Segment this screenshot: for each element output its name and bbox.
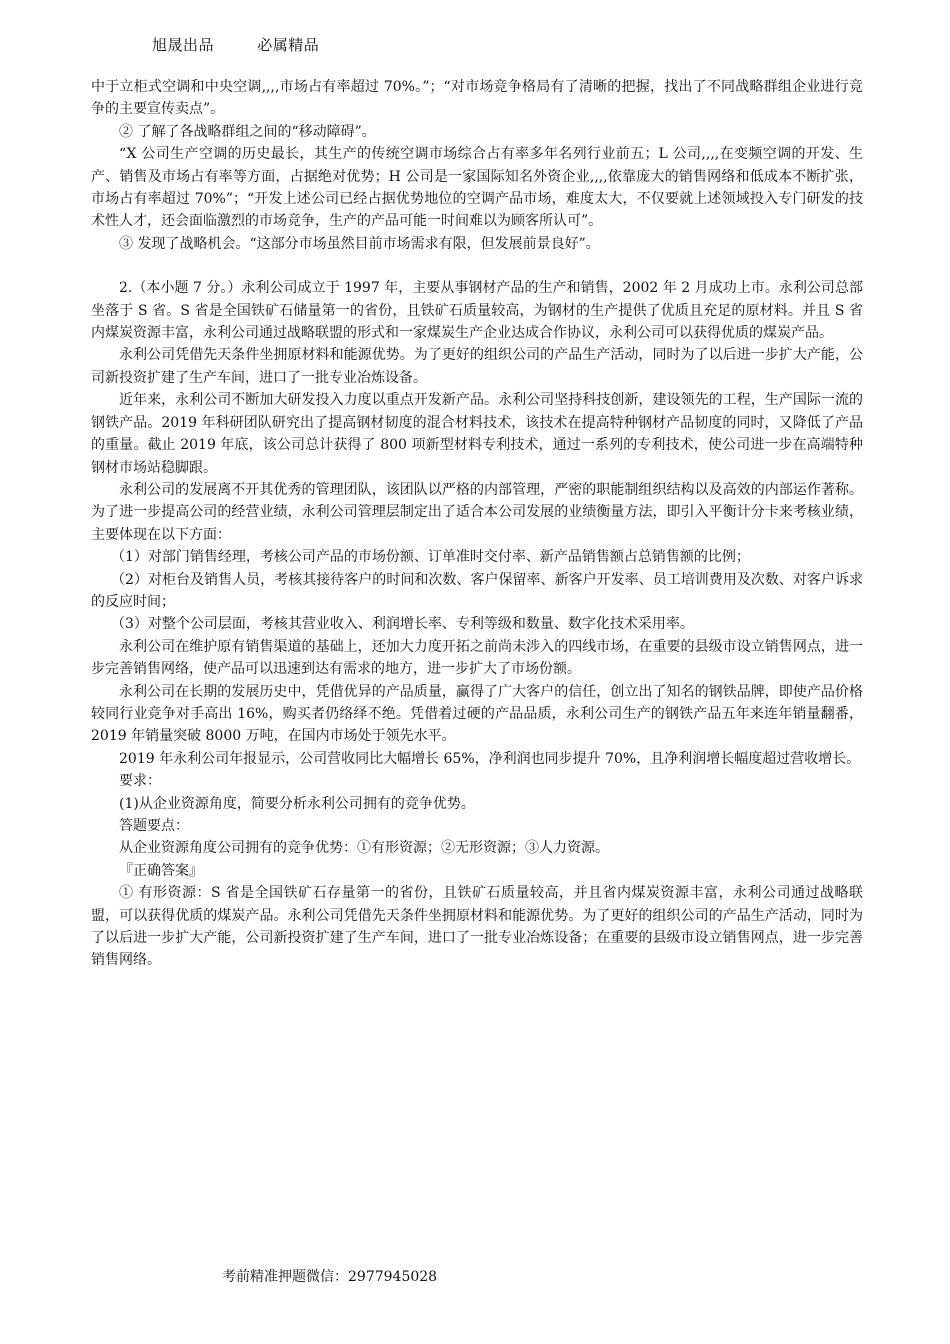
header-left-text: 旭晟出品 <box>152 36 215 54</box>
paragraph-point-3: ③ 发现了战略机会。“这部分市场虽然目前市场需求有限，但发展前景良好”。 <box>119 235 600 252</box>
list-item-3: （3）对整个公司层面，考核其营业收入、利润增长率、专利等级和数量、数字化技术采用率。 <box>111 616 694 633</box>
answer-points-heading: 答题要点： <box>119 818 189 834</box>
header-right-text: 必属精品 <box>257 36 320 54</box>
spacer <box>91 255 863 277</box>
list-item-2: （2）对柜台及销售人员，考核其接待客户的时间和次数、客户保留率、新客户开发率、员工培训费用及次数、对客户诉求的反应时间； <box>91 571 863 610</box>
requirement-heading: 要求： <box>119 773 161 790</box>
requirement-1: (1)从企业资源角度，简要分析永利公司拥有的竞争优势。 <box>119 795 475 812</box>
paragraph-point-2: ② 了解了各战略群组之间的“移动障碍”。 <box>119 123 376 140</box>
paragraph-resources: 永利公司凭借先天条件坐拥原材料和能源优势。为了更好的组织公司的产品生产活动，同时为了以后进一步扩大产能，公司新投资扩建了生产车间，进口了一批专业冶炼设备。 <box>91 347 863 386</box>
paragraph-quote: “X 公司生产空调的历史最长，其生产的传统空调市场综合占有率多年名列行业前五；L 公司,,,,在变频空调的开发、生产、销售及市场占有率等方面，占据绝对优势；H 公司是一家国际知名外资企业,,,,依靠庞大的销售网络和低成本不断扩张，市场占有率超过 70%”；“开发上述公司已经占据优势地位的空调产品市场，难度太大，不仅要就上述领域投入专门研发的技术性人才，还会面临激烈的市场竞争，生产的产品可能一时间难以为顾客所认可”。 <box>91 146 863 230</box>
paragraph-brand: 永利公司在长期的发展历史中，凭借优异的产品质量，赢得了广大客户的信任，创立出了知名的钢铁品牌，即使产品价格较同行业竞争对手高出 16%，购买者仍络绎不绝。凭借着过硬的产品品质，永利公司生产的钢铁产品五年来连年销量翻番，2019 年销量突破 8000 万吨，在国内市场处于领先水平。 <box>91 683 863 745</box>
paragraph-management: 永利公司的发展离不开其优秀的管理团队，该团队以严格的内部管理，严密的职能制组织结构以及高效的内部运作著称。为了进一步提高公司的经营业绩，永利公司管理层制定出了适合本公司发展的业绩衡量方法，即引入平衡计分卡来考核业绩，主要体现在以下方面： <box>91 481 863 543</box>
paragraph-rnd: 近年来，永利公司不断加大研发投入力度以重点开发新产品。永利公司坚持科技创新，建设领先的工程，生产国际一流的钢铁产品。2019 年科研团队研究出了提高钢材韧度的混合材料技术，该技术在提高特种钢材产品韧度的同时，又降低了产品的重量。截止 2019 年底，该公司总计获得了 800 项新型材料专利技术，通过一系列的专利技术，使公司进一步在高端特种钢材市场站稳脚跟。 <box>91 392 863 476</box>
answer-points: 从企业资源角度公司拥有的竞争优势：①有形资源；②无形资源；③人力资源。 <box>119 840 609 857</box>
page-footer: 考前精准押题微信：2977945028 <box>222 1269 438 1285</box>
list-item-1: （1）对部门销售经理，考核公司产品的市场份额、订单准时交付率、新产品销售额占总销售额的比例； <box>111 549 750 566</box>
paragraph-question-intro: 2.（本小题 7 分。）永利公司成立于 1997 年，主要从事钢材产品的生产和销售，2002 年 2 月成功上市。永利公司总部坐落于 S 省。S 省是全国铁矿石储量第一的省份，且铁矿石质量较高，为钢材的生产提供了优质且充足的原材料。并且 S 省内煤炭资源丰富，永利公司通过战略联盟的形式和一家煤炭生产企业达成合作协议，永利公司可以获得优质的煤炭产品。 <box>91 280 863 342</box>
paragraph-sales-channel: 永利公司在维护原有销售渠道的基础上，还加大力度开拓之前尚未涉入的四线市场，在重要的县级市设立销售网点，进一步完善销售网络，使产品可以迅速到达有需求的地方，进一步扩大了市场份额。 <box>91 638 863 678</box>
document-body <box>91 76 863 972</box>
correct-answer-body: ① 有形资源：S 省是全国铁矿石存量第一的省份，且铁矿石质量较高，并且省内煤炭资源丰富，永利公司通过战略联盟，可以获得优质的煤炭产品。永利公司凭借先天条件坐拥原材料和能源优势。为了更好的组织公司的产品生产活动，同时为了以后进一步扩大产能，公司新投资扩建了生产车间，进口了一批专业冶炼设备；在重要的县级市设立销售网点，进一步完善销售网络。 <box>91 885 863 969</box>
correct-answer-heading: 『正确答案』 <box>119 862 203 879</box>
page-header <box>152 34 319 55</box>
paragraph-continuation: 中于立柜式空调和中央空调,,,,市场占有率超过 70%。”；“对市场竞争格局有了清晰的把握，找出了不同战略群组企业进行竞争的主要宣传卖点”。 <box>91 79 863 118</box>
paragraph-annual-report: 2019 年永利公司年报显示，公司营收同比大幅增长 65%，净利润也同步提升 70%，且净利润增长幅度超过营收增长。 <box>119 750 861 767</box>
